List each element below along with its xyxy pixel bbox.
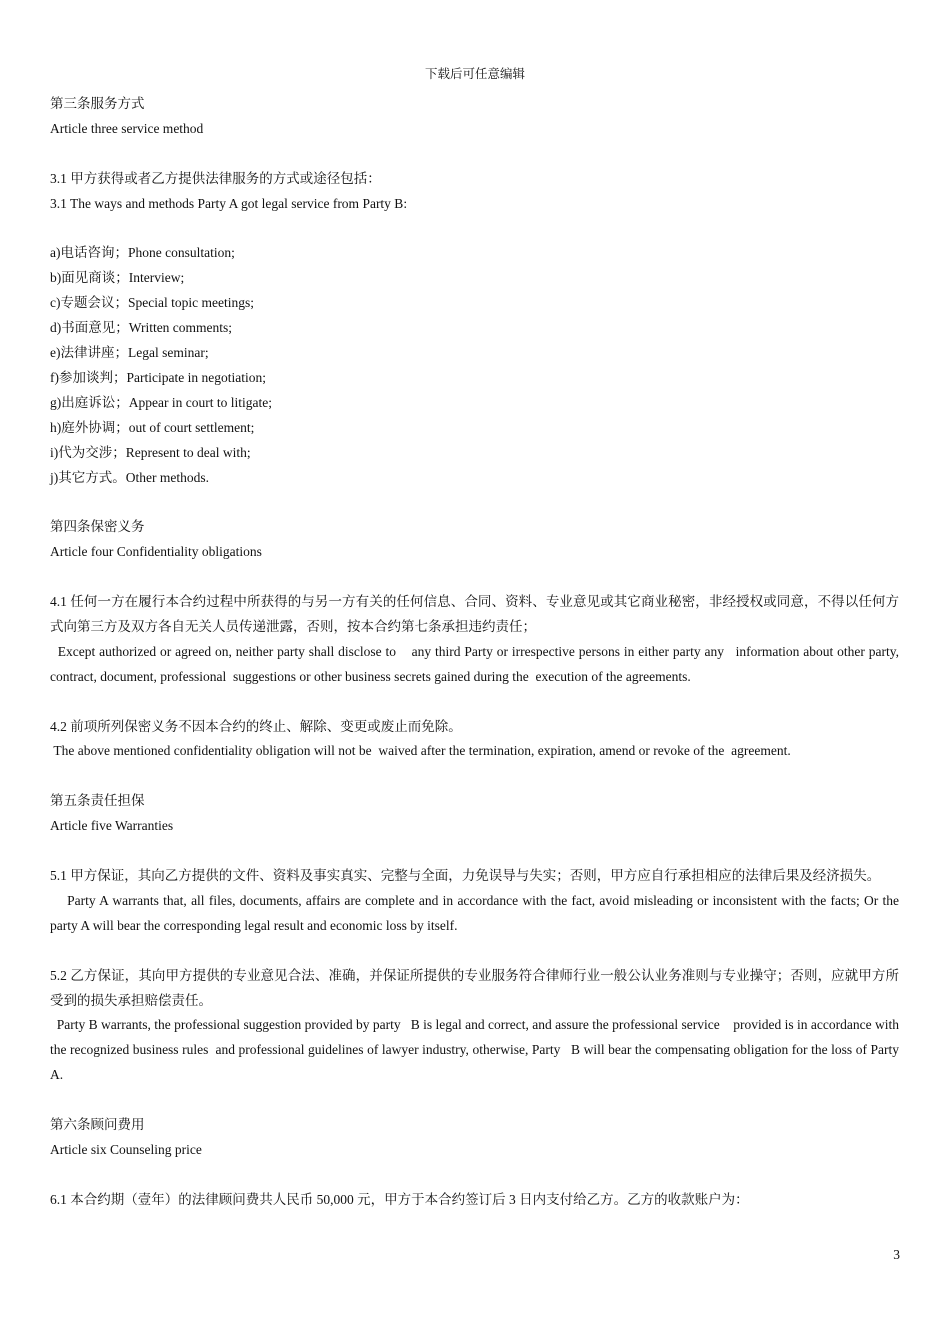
page-number: 3 [893,1247,900,1262]
page-header: 下载后可任意编辑 [424,67,525,81]
article-6-title-en: Article six Counseling price [50,1141,202,1157]
list-item: i)代为交涉；Represent to deal with; [50,444,251,460]
list-item: e)法律讲座；Legal seminar; [50,345,209,361]
list-item: d)书面意见；Written comments; [50,320,233,336]
article-6-title-cn: 第六条顾问费用 [50,1117,145,1133]
list-item: g)出庭诉讼；Appear in court to litigate; [50,394,272,410]
spacer [50,1163,899,1188]
spacer [50,217,899,242]
clause-4-1-cn: 4.1 任何一方在履行本合约过程中所获得的与另一方有关的任何信息、合同、资料、专业意见或其它商业秘密，非经授权或同意，不得以任何方式向第三方及双方各自无关人员传递泄露，否则，按本合约第七条承担违约责任； [50,594,899,634]
list-item: f)参加谈判；Participate in negotiation; [50,369,266,385]
spacer [50,490,899,515]
clause-5-2-cn: 5.2 乙方保证，其向甲方提供的专业意见合法、准确，并保证所提供的专业服务符合律师行业一般公认业务准则与专业操守；否则，应就甲方所受到的损失承担赔偿责任。 [50,967,899,1008]
list-item: b)面见商谈；Interview; [50,270,185,286]
article-3-title-cn: 第三条服务方式 [50,96,145,111]
list-item: h)庭外协调；out of court settlement; [50,419,255,435]
article-5-title-cn: 第五条责任担保 [50,793,145,809]
clause-5-1-cn: 5.1 甲方保证，其向乙方提供的文件、资料及事实真实、完整与全面，力免误导与失实；否则，甲方应自行承担相应的法律后果及经济损失。 [50,867,881,883]
spacer [50,939,899,964]
article-3-title-en: Article three service method [50,120,204,136]
clause-5-2-en: Party B warrants, the professional suggestion provided by party B is legal and correct, and assure the professional service provided is in accordance with the recognized business rules and professional guidelines of lawyer industry, otherwise, Party B will bear the compensating obligation for the loss of Party A. [50,1017,903,1083]
clause-4-1-en: Except authorized or agreed on, neither party shall disclose to any third Party or irrespective persons in either party any information about other party, contract, document, professional suggestions or other business secrets gained during the execution of the agreements. [50,643,903,684]
clause-4-2-en: The above mentioned confidentiality obligation will not be waived after the termination, expiration, amend or revoke of the agreement. [50,743,791,759]
spacer [50,839,899,864]
service-methods-list [50,241,899,490]
article-5-title-en: Article five Warranties [50,818,174,834]
clause-3-1-cn: 3.1 甲方获得或者乙方提供法律服务的方式或途径包括： [50,170,381,186]
list-item: a)电话咨询；Phone consultation; [50,245,235,261]
list-item: j)其它方式。Other methods. [50,469,209,485]
article-4-title-cn: 第四条保密义务 [50,519,145,535]
clause-5-1-en: Party A warrants that, all files, documents, affairs are complete and in accordance with the fact, avoid misleading or inconsistent with the facts; Or the party A will bear the corresponding legal result and economic loss by itself. [50,892,903,933]
spacer [50,690,899,715]
spacer [50,142,899,167]
list-item: c)专题会议；Special topic meetings; [50,295,254,311]
clause-4-2-cn: 4.2 前项所列保密义务不因本合约的终止、解除、变更或废止而免除。 [50,718,462,734]
clause-3-1-en: 3.1 The ways and methods Party A got legal service from Party B: [50,195,408,211]
clause-6-1-cn: 6.1 本合约期（壹年）的法律顾问费共人民币 50,000 元，甲方于本合约签订后 3 日内支付给乙方。乙方的收款账户为： [50,1191,749,1207]
document-body [50,92,903,1213]
article-4-title-en: Article four Confidentiality obligations [50,544,262,560]
spacer [50,565,899,590]
spacer [50,764,899,789]
spacer [50,1088,899,1113]
